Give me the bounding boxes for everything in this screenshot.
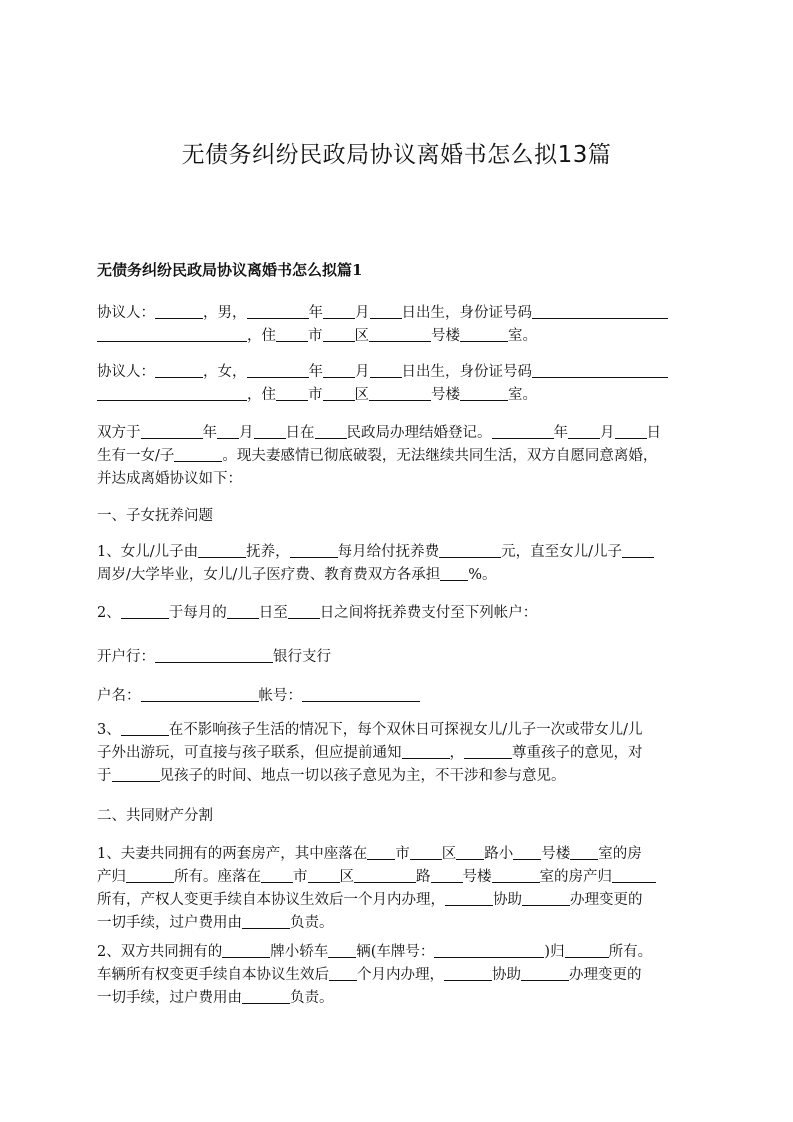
bank-line bbox=[97, 646, 707, 669]
text-line: 并达成离婚协议如下： bbox=[97, 471, 242, 487]
blank-field bbox=[227, 603, 259, 619]
text-line: 双方于 年 月 日在 民政局办理结婚登记。 年 月 日 bbox=[97, 425, 661, 441]
blank-field bbox=[276, 326, 308, 342]
blank-field bbox=[369, 385, 431, 401]
blank-field bbox=[97, 326, 247, 342]
blank-field bbox=[155, 647, 273, 663]
text-line: ，住 市 区 号楼 室。 bbox=[97, 384, 707, 407]
blank-field bbox=[522, 890, 570, 906]
blank-field bbox=[565, 942, 609, 958]
text-line: 于 见孩子的时间、地点一切以孩子意见为主，不干涉和参与意见。 bbox=[97, 768, 566, 784]
text-line: 所有，产权人变更手续自本协议生效后一个月内办理， 协助 办理变更的 bbox=[97, 892, 643, 908]
blank-field bbox=[570, 844, 598, 860]
text-line: 户名： 帐号： bbox=[97, 685, 707, 708]
text-line: 生有一女/子 。现夫妻感情已彻底破裂，无法继续共同生活，双方自愿同意离婚， bbox=[97, 448, 658, 464]
blank-field bbox=[492, 423, 554, 439]
party-1-paragraph bbox=[97, 302, 707, 348]
account-line bbox=[97, 685, 707, 708]
clause-2-2 bbox=[97, 941, 707, 1010]
text-line: 子外出游玩，可直接与孩子联系，但应提前通知 ， 尊重孩子的意见，对 bbox=[97, 745, 643, 761]
blank-field bbox=[370, 303, 402, 319]
clause-1-2 bbox=[97, 602, 707, 625]
blank-field bbox=[615, 423, 647, 439]
blank-field bbox=[155, 303, 203, 319]
blank-field bbox=[247, 303, 309, 319]
section-heading-property: 二、共同财产分割 bbox=[97, 808, 213, 824]
blank-field bbox=[254, 423, 286, 439]
blank-field bbox=[302, 686, 420, 702]
text-line: 2、 于每月的 日至 日之间将抚养费支付至下列帐户： bbox=[97, 605, 538, 621]
blank-field bbox=[410, 844, 442, 860]
blank-field bbox=[97, 385, 247, 401]
blank-field bbox=[323, 326, 355, 342]
blank-field bbox=[464, 743, 512, 759]
blank-field bbox=[242, 988, 290, 1004]
text-line: 1、夫妻共同拥有的两套房产，其中座落在 市 区 路小 号楼 室的房 bbox=[97, 846, 642, 862]
blank-field bbox=[402, 743, 450, 759]
blank-field bbox=[445, 890, 493, 906]
text-line: 开户行： 银行支行 bbox=[97, 649, 331, 665]
section-heading: 无债务纠纷民政局协议离婚书怎么拟篇1 bbox=[97, 261, 363, 279]
blank-field bbox=[354, 867, 416, 883]
text-line: 协议人： ，女， 年 月 日出生，身份证号码 bbox=[97, 361, 707, 384]
text-line: 协议人： ，男， 年 月 日出生，身份证号码 bbox=[97, 302, 707, 325]
blank-field bbox=[456, 844, 484, 860]
blank-field bbox=[431, 867, 463, 883]
clause-1-3 bbox=[97, 719, 707, 788]
blank-field bbox=[622, 542, 654, 558]
blank-field bbox=[126, 867, 174, 883]
text-line: ，住 市 区 号楼 室。 bbox=[97, 325, 707, 348]
blank-field bbox=[513, 844, 541, 860]
blank-field bbox=[155, 362, 203, 378]
blank-field bbox=[198, 542, 246, 558]
text-line: 车辆所有权变更手续自本协议生效后 个月内办理， 协助 办理变更的 bbox=[97, 967, 642, 983]
blank-field bbox=[242, 913, 290, 929]
blank-field bbox=[121, 603, 169, 619]
blank-field bbox=[288, 603, 320, 619]
text-line: 一切手续，过户费用由 负责。 bbox=[97, 990, 334, 1006]
blank-field bbox=[276, 385, 308, 401]
blank-field bbox=[121, 720, 169, 736]
blank-field bbox=[112, 766, 160, 782]
blank-field bbox=[370, 362, 402, 378]
blank-field bbox=[568, 423, 600, 439]
document-title: 无债务纠纷民政局协议离婚书怎么拟13篇 bbox=[181, 142, 612, 168]
blank-field bbox=[261, 867, 293, 883]
blank-field bbox=[308, 867, 340, 883]
blank-field bbox=[290, 542, 338, 558]
clause-2-1 bbox=[97, 843, 707, 935]
blank-field bbox=[532, 303, 668, 319]
blank-field bbox=[141, 423, 203, 439]
section-heading-children: 一、子女抚养问题 bbox=[97, 508, 213, 524]
blank-field bbox=[532, 362, 668, 378]
blank-field bbox=[222, 942, 270, 958]
text-line: 3、 在不影响孩子生活的情况下，每个双休日可探视女儿/儿子一次或带女儿/儿 bbox=[97, 722, 643, 738]
blank-field bbox=[328, 942, 356, 958]
clause-1-1 bbox=[97, 541, 707, 587]
text-line: 1、女儿/儿子由 抚养， 每月给付抚养费 元，直至女儿/儿子 bbox=[97, 541, 707, 564]
intro-paragraph bbox=[97, 422, 707, 491]
blank-field bbox=[460, 326, 508, 342]
blank-field bbox=[444, 965, 492, 981]
blank-field bbox=[434, 942, 544, 958]
blank-field bbox=[369, 326, 431, 342]
text-line: 产归 所有。座落在 市 区 路 号楼 室的房产归 bbox=[97, 866, 707, 889]
blank-field bbox=[217, 423, 239, 439]
blank-field bbox=[492, 867, 540, 883]
text-line: 2、双方共同拥有的 牌小轿车 辆(车牌号： )归 所有。 bbox=[97, 944, 653, 960]
blank-field bbox=[329, 965, 357, 981]
blank-field bbox=[141, 686, 259, 702]
blank-field bbox=[460, 385, 508, 401]
blank-field bbox=[323, 362, 355, 378]
blank-field bbox=[440, 565, 468, 581]
blank-field bbox=[439, 542, 501, 558]
text-line: 一切手续，过户费用由 负责。 bbox=[97, 915, 334, 931]
blank-field bbox=[323, 385, 355, 401]
text-line: 周岁/大学毕业，女儿/儿子医疗费、教育费双方各承担 %。 bbox=[97, 567, 497, 583]
blank-field bbox=[612, 867, 656, 883]
blank-field bbox=[323, 303, 355, 319]
blank-field bbox=[367, 844, 395, 860]
party-2-paragraph bbox=[97, 361, 707, 407]
blank-field bbox=[174, 446, 222, 462]
blank-field bbox=[521, 965, 569, 981]
blank-field bbox=[315, 423, 347, 439]
blank-field bbox=[247, 362, 309, 378]
